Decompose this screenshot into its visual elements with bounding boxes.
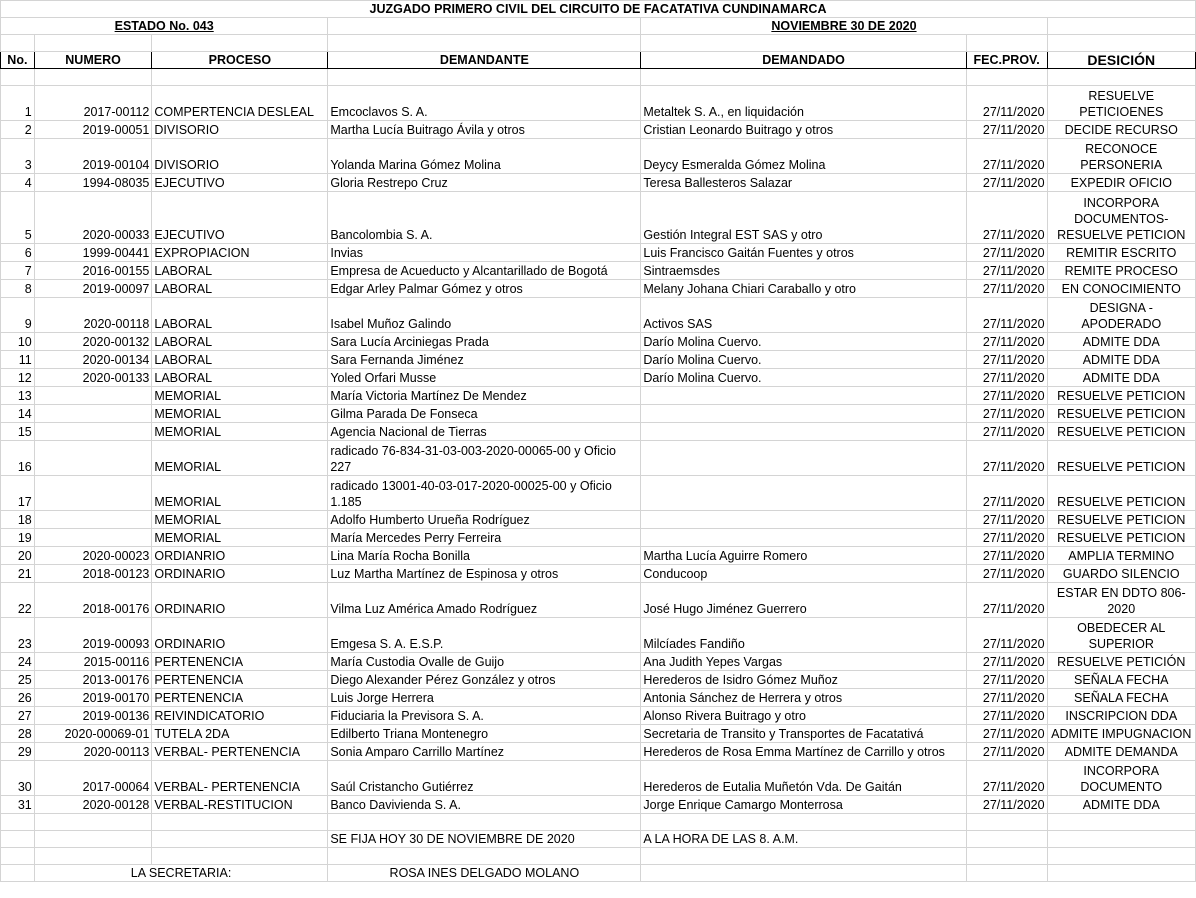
cell-numero: 2020-00128 xyxy=(34,796,152,814)
cell-demandado xyxy=(641,476,966,511)
cell-dec: OBEDECER AL SUPERIOR xyxy=(1047,618,1195,653)
cell-demandado xyxy=(641,387,966,405)
cell-demandante: Emcoclavos S. A. xyxy=(328,86,641,121)
cell-fec: 27/11/2020 xyxy=(966,653,1047,671)
col-header-demandante: DEMANDANTE xyxy=(328,52,641,69)
cell-demandante: María Mercedes Perry Ferreira xyxy=(328,529,641,547)
cell-dec: SEÑALA FECHA xyxy=(1047,671,1195,689)
cell-fec: 27/11/2020 xyxy=(966,583,1047,618)
cell-proceso: MEMORIAL xyxy=(152,529,328,547)
cell-dec: ADMITE DEMANDA xyxy=(1047,743,1195,761)
table-row xyxy=(1,653,1196,671)
cell-numero xyxy=(34,405,152,423)
cell-demandante: Yoled Orfari Musse xyxy=(328,369,641,387)
cell-demandado: Activos SAS xyxy=(641,298,966,333)
cell-fec: 27/11/2020 xyxy=(966,405,1047,423)
cell-dec: RECONOCE PERSONERIA xyxy=(1047,139,1195,174)
cell-no: 7 xyxy=(1,262,35,280)
cell-proceso: DIVISORIO xyxy=(152,139,328,174)
col-header-fecprov: FEC.PROV. xyxy=(966,52,1047,69)
cell-fec: 27/11/2020 xyxy=(966,547,1047,565)
cell-numero: 2020-00113 xyxy=(34,743,152,761)
cell-numero: 1994-08035 xyxy=(34,174,152,192)
cell-no: 10 xyxy=(1,333,35,351)
cell-numero: 2016-00155 xyxy=(34,262,152,280)
cell-fec: 27/11/2020 xyxy=(966,280,1047,298)
cell-fec: 27/11/2020 xyxy=(966,707,1047,725)
cell-numero xyxy=(34,476,152,511)
cell-numero: 2020-00134 xyxy=(34,351,152,369)
cell-proceso: VERBAL-RESTITUCION xyxy=(152,796,328,814)
cell-demandante: Sonia Amparo Carrillo Martínez xyxy=(328,743,641,761)
cell-proceso: PERTENENCIA xyxy=(152,689,328,707)
title-row xyxy=(1,1,1196,18)
table-row xyxy=(1,333,1196,351)
cell-fec: 27/11/2020 xyxy=(966,565,1047,583)
cell-fec: 27/11/2020 xyxy=(966,796,1047,814)
cell-no: 29 xyxy=(1,743,35,761)
cell-demandado xyxy=(641,405,966,423)
cell-demandante: Martha Lucía Buitrago Ávila y otros xyxy=(328,121,641,139)
cell-demandante: Agencia Nacional de Tierras xyxy=(328,423,641,441)
cell-demandado: Herederos de Eutalia Muñetón Vda. De Gaitán xyxy=(641,761,966,796)
table-row xyxy=(1,174,1196,192)
cell-demandante: Adolfo Humberto Urueña Rodríguez xyxy=(328,511,641,529)
cell-numero: 2018-00123 xyxy=(34,565,152,583)
cell-numero: 2019-00097 xyxy=(34,280,152,298)
cell-demandante: María Custodia Ovalle de Guijo xyxy=(328,653,641,671)
cell-demandado: Cristian Leonardo Buitrago y otros xyxy=(641,121,966,139)
col-header-no: No. xyxy=(1,52,35,69)
cell-dec: REMITE PROCESO xyxy=(1047,262,1195,280)
cell-no: 2 xyxy=(1,121,35,139)
table-row xyxy=(1,547,1196,565)
cell-dec: INCORPORA DOCUMENTO xyxy=(1047,761,1195,796)
cell-numero xyxy=(34,511,152,529)
table-row xyxy=(1,476,1196,511)
cell-proceso: MEMORIAL xyxy=(152,423,328,441)
cell-fec: 27/11/2020 xyxy=(966,476,1047,511)
cell-dec: RESUELVE PETICION xyxy=(1047,405,1195,423)
cell-proceso: DIVISORIO xyxy=(152,121,328,139)
cell-dec: RESUELVE PETICION xyxy=(1047,423,1195,441)
cell-fec: 27/11/2020 xyxy=(966,298,1047,333)
cell-proceso: MEMORIAL xyxy=(152,405,328,423)
cell-fec: 27/11/2020 xyxy=(966,761,1047,796)
cell-no: 25 xyxy=(1,671,35,689)
cell-fec: 27/11/2020 xyxy=(966,174,1047,192)
cell-demandado: Herederos de Isidro Gómez Muñoz xyxy=(641,671,966,689)
table-row xyxy=(1,761,1196,796)
table-row xyxy=(1,743,1196,761)
cell-dec: INSCRIPCION DDA xyxy=(1047,707,1195,725)
table-row xyxy=(1,583,1196,618)
col-header-proceso: PROCESO xyxy=(152,52,328,69)
cell-numero: 2019-00104 xyxy=(34,139,152,174)
table-row xyxy=(1,441,1196,476)
cell-demandado: José Hugo Jiménez Guerrero xyxy=(641,583,966,618)
cell-fec: 27/11/2020 xyxy=(966,743,1047,761)
cell-fec: 27/11/2020 xyxy=(966,618,1047,653)
cell-dec: RESUELVE PETICION xyxy=(1047,511,1195,529)
cell-proceso: LABORAL xyxy=(152,280,328,298)
table-row xyxy=(1,511,1196,529)
cell-demandado: Herederos de Rosa Emma Martínez de Carrillo y otros xyxy=(641,743,966,761)
cell-no: 1 xyxy=(1,86,35,121)
cell-demandado: Jorge Enrique Camargo Monterrosa xyxy=(641,796,966,814)
hora-text: A LA HORA DE LAS 8. A.M. xyxy=(641,831,966,848)
table-row xyxy=(1,618,1196,653)
cell-demandante: Edgar Arley Palmar Gómez y otros xyxy=(328,280,641,298)
cell-no: 24 xyxy=(1,653,35,671)
cell-dec: RESUELVE PETICIOENES xyxy=(1047,86,1195,121)
cell-proceso: LABORAL xyxy=(152,369,328,387)
cell-no: 30 xyxy=(1,761,35,796)
cell-no: 28 xyxy=(1,725,35,743)
cell-demandado: Teresa Ballesteros Salazar xyxy=(641,174,966,192)
cell-demandante: Lina María Rocha Bonilla xyxy=(328,547,641,565)
cell-no: 27 xyxy=(1,707,35,725)
cell-no: 9 xyxy=(1,298,35,333)
cell-demandado: Sintraemsdes xyxy=(641,262,966,280)
cell-demandado: Metaltek S. A., en liquidación xyxy=(641,86,966,121)
cell-fec: 27/11/2020 xyxy=(966,139,1047,174)
cell-proceso: MEMORIAL xyxy=(152,387,328,405)
cell-fec: 27/11/2020 xyxy=(966,725,1047,743)
cell-no: 13 xyxy=(1,387,35,405)
cell-no: 12 xyxy=(1,369,35,387)
cell-no: 4 xyxy=(1,174,35,192)
cell-dec: AMPLIA TERMINO xyxy=(1047,547,1195,565)
cell-dec: ADMITE IMPUGNACION xyxy=(1047,725,1195,743)
cell-demandante: Emgesa S. A. E.S.P. xyxy=(328,618,641,653)
cell-demandado: Secretaria de Transito y Transportes de Facatativá xyxy=(641,725,966,743)
cell-proceso: REIVINDICATORIO xyxy=(152,707,328,725)
table-row xyxy=(1,387,1196,405)
secretaria-label: LA SECRETARIA: xyxy=(34,865,328,882)
cell-numero: 2013-00176 xyxy=(34,671,152,689)
cell-demandado: Darío Molina Cuervo. xyxy=(641,351,966,369)
cell-fec: 27/11/2020 xyxy=(966,333,1047,351)
cell-no: 26 xyxy=(1,689,35,707)
cell-demandante: radicado 13001-40-03-017-2020-00025-00 y Oficio 1.185 xyxy=(328,476,641,511)
table-row xyxy=(1,244,1196,262)
table-row xyxy=(1,280,1196,298)
cell-proceso: LABORAL xyxy=(152,333,328,351)
cell-proceso: MEMORIAL xyxy=(152,511,328,529)
cell-no: 31 xyxy=(1,796,35,814)
cell-numero: 2018-00176 xyxy=(34,583,152,618)
cell-demandado: Martha Lucía Aguirre Romero xyxy=(641,547,966,565)
col-header-decision: DESICIÓN xyxy=(1047,52,1195,69)
cell-no: 20 xyxy=(1,547,35,565)
cell-numero: 1999-00441 xyxy=(34,244,152,262)
cell-fec: 27/11/2020 xyxy=(966,423,1047,441)
cell-dec: REMITIR ESCRITO xyxy=(1047,244,1195,262)
cell-dec: INCORPORA DOCUMENTOS- RESUELVE PETICION xyxy=(1047,192,1195,244)
cell-demandado: Milcíades Fandiño xyxy=(641,618,966,653)
cell-dec: RESUELVE PETICION xyxy=(1047,529,1195,547)
col-header-numero: NUMERO xyxy=(34,52,152,69)
cell-proceso: LABORAL xyxy=(152,262,328,280)
cell-fec: 27/11/2020 xyxy=(966,671,1047,689)
cell-demandante: Invias xyxy=(328,244,641,262)
cell-demandante: Sara Fernanda Jiménez xyxy=(328,351,641,369)
cell-proceso: VERBAL- PERTENENCIA xyxy=(152,743,328,761)
cell-proceso: TUTELA 2DA xyxy=(152,725,328,743)
cell-numero: 2019-00136 xyxy=(34,707,152,725)
table-row xyxy=(1,298,1196,333)
cell-demandante: Gloria Restrepo Cruz xyxy=(328,174,641,192)
cell-demandante: Luz Martha Martínez de Espinosa y otros xyxy=(328,565,641,583)
cell-no: 8 xyxy=(1,280,35,298)
cell-demandado xyxy=(641,529,966,547)
cell-dec: DESIGNA - APODERADO xyxy=(1047,298,1195,333)
cell-dec: GUARDO SILENCIO xyxy=(1047,565,1195,583)
cell-numero: 2020-00118 xyxy=(34,298,152,333)
cell-no: 22 xyxy=(1,583,35,618)
cell-numero: 2019-00170 xyxy=(34,689,152,707)
table-row xyxy=(1,671,1196,689)
table-row xyxy=(1,707,1196,725)
cell-dec: ADMITE DDA xyxy=(1047,333,1195,351)
cell-fec: 27/11/2020 xyxy=(966,441,1047,476)
cell-demandado xyxy=(641,441,966,476)
cell-demandado: Darío Molina Cuervo. xyxy=(641,333,966,351)
cell-demandante: Isabel Muñoz Galindo xyxy=(328,298,641,333)
estado-number: ESTADO No. 043 xyxy=(1,18,328,35)
cell-numero: 2020-00069-01 xyxy=(34,725,152,743)
cell-no: 23 xyxy=(1,618,35,653)
cell-no: 5 xyxy=(1,192,35,244)
cell-no: 21 xyxy=(1,565,35,583)
cell-dec: RESUELVE PETICIÓN xyxy=(1047,653,1195,671)
cell-demandante: Banco Davivienda S. A. xyxy=(328,796,641,814)
cell-demandado: Antonia Sánchez de Herrera y otros xyxy=(641,689,966,707)
table-row xyxy=(1,796,1196,814)
cell-no: 19 xyxy=(1,529,35,547)
cell-fec: 27/11/2020 xyxy=(966,121,1047,139)
cell-dec: ADMITE DDA xyxy=(1047,796,1195,814)
cell-demandado xyxy=(641,511,966,529)
cell-proceso: ORDINARIO xyxy=(152,618,328,653)
cell-no: 11 xyxy=(1,351,35,369)
table-row xyxy=(1,262,1196,280)
cell-numero xyxy=(34,441,152,476)
cell-numero xyxy=(34,423,152,441)
cell-no: 6 xyxy=(1,244,35,262)
table-row xyxy=(1,121,1196,139)
court-title: JUZGADO PRIMERO CIVIL DEL CIRCUITO DE FACATATIVA CUNDINAMARCA xyxy=(1,1,1196,18)
cell-proceso: EJECUTIVO xyxy=(152,192,328,244)
cell-demandado: Melany Johana Chiari Caraballo y otro xyxy=(641,280,966,298)
table-row xyxy=(1,351,1196,369)
cell-proceso: ORDINARIO xyxy=(152,565,328,583)
cell-proceso: ORDINARIO xyxy=(152,583,328,618)
cell-numero: 2019-00093 xyxy=(34,618,152,653)
cell-demandado: Conducoop xyxy=(641,565,966,583)
cell-fec: 27/11/2020 xyxy=(966,244,1047,262)
footer-secretaria-row xyxy=(1,865,1196,882)
cell-fec: 27/11/2020 xyxy=(966,689,1047,707)
cell-no: 18 xyxy=(1,511,35,529)
cell-numero: 2020-00023 xyxy=(34,547,152,565)
cell-proceso: VERBAL- PERTENENCIA xyxy=(152,761,328,796)
cell-demandado: Luis Francisco Gaitán Fuentes y otros xyxy=(641,244,966,262)
cell-proceso: LABORAL xyxy=(152,351,328,369)
header-row xyxy=(1,52,1196,69)
table-row xyxy=(1,139,1196,174)
cell-numero: 2015-00116 xyxy=(34,653,152,671)
fija-text: SE FIJA HOY 30 DE NOVIEMBRE DE 2020 xyxy=(328,831,641,848)
cell-numero: 2020-00132 xyxy=(34,333,152,351)
cell-dec: RESUELVE PETICION xyxy=(1047,476,1195,511)
cell-fec: 27/11/2020 xyxy=(966,529,1047,547)
cell-numero: 2020-00133 xyxy=(34,369,152,387)
cell-demandante: Yolanda Marina Gómez Molina xyxy=(328,139,641,174)
cell-demandante: Edilberto Triana Montenegro xyxy=(328,725,641,743)
cell-dec: EXPEDIR OFICIO xyxy=(1047,174,1195,192)
cell-fec: 27/11/2020 xyxy=(966,387,1047,405)
cell-proceso: LABORAL xyxy=(152,298,328,333)
cell-demandante: María Victoria Martínez De Mendez xyxy=(328,387,641,405)
cell-demandante: Luis Jorge Herrera xyxy=(328,689,641,707)
cell-fec: 27/11/2020 xyxy=(966,262,1047,280)
cell-no: 3 xyxy=(1,139,35,174)
cell-numero: 2020-00033 xyxy=(34,192,152,244)
cell-fec: 27/11/2020 xyxy=(966,192,1047,244)
cell-proceso: PERTENENCIA xyxy=(152,671,328,689)
cell-dec: EN CONOCIMIENTO xyxy=(1047,280,1195,298)
col-header-demandado: DEMANDADO xyxy=(641,52,966,69)
cell-no: 16 xyxy=(1,441,35,476)
cell-proceso: COMPERTENCIA DESLEAL xyxy=(152,86,328,121)
cell-demandante: Saúl Cristancho Gutiérrez xyxy=(328,761,641,796)
cell-numero xyxy=(34,529,152,547)
cell-no: 15 xyxy=(1,423,35,441)
table-row xyxy=(1,405,1196,423)
cell-demandante: Gilma Parada De Fonseca xyxy=(328,405,641,423)
cell-dec: RESUELVE PETICION xyxy=(1047,387,1195,405)
cell-proceso: EXPROPIACION xyxy=(152,244,328,262)
table-row xyxy=(1,565,1196,583)
cell-demandado xyxy=(641,423,966,441)
cell-demandado: Darío Molina Cuervo. xyxy=(641,369,966,387)
cell-dec: RESUELVE PETICION xyxy=(1047,441,1195,476)
cell-demandado: Ana Judith Yepes Vargas xyxy=(641,653,966,671)
cell-numero: 2017-00112 xyxy=(34,86,152,121)
cell-proceso: ORDIANRIO xyxy=(152,547,328,565)
cell-demandado: Alonso Rivera Buitrago y otro xyxy=(641,707,966,725)
cell-fec: 27/11/2020 xyxy=(966,351,1047,369)
estado-date: NOVIEMBRE 30 DE 2020 xyxy=(641,18,1047,35)
cell-dec: ESTAR EN DDTO 806-2020 xyxy=(1047,583,1195,618)
cell-numero: 2019-00051 xyxy=(34,121,152,139)
table-row xyxy=(1,369,1196,387)
estado-row xyxy=(1,18,1196,35)
cell-demandante: Diego Alexander Pérez González y otros xyxy=(328,671,641,689)
cell-no: 17 xyxy=(1,476,35,511)
cell-proceso: MEMORIAL xyxy=(152,476,328,511)
cell-demandante: Bancolombia S. A. xyxy=(328,192,641,244)
cell-demandado: Deycy Esmeralda Gómez Molina xyxy=(641,139,966,174)
cell-demandado: Gestión Integral EST SAS y otro xyxy=(641,192,966,244)
cell-demandante: Sara Lucía Arciniegas Prada xyxy=(328,333,641,351)
secretaria-name: ROSA INES DELGADO MOLANO xyxy=(328,865,641,882)
cell-dec: ADMITE DDA xyxy=(1047,369,1195,387)
table-row xyxy=(1,86,1196,121)
cell-dec: SEÑALA FECHA xyxy=(1047,689,1195,707)
cell-proceso: PERTENENCIA xyxy=(152,653,328,671)
footer-fija-row xyxy=(1,831,1196,848)
cell-dec: DECIDE RECURSO xyxy=(1047,121,1195,139)
cell-demandante: Fiduciaria la Previsora S. A. xyxy=(328,707,641,725)
cell-numero: 2017-00064 xyxy=(34,761,152,796)
cell-no: 14 xyxy=(1,405,35,423)
table-row xyxy=(1,725,1196,743)
cell-demandante: Vilma Luz América Amado Rodríguez xyxy=(328,583,641,618)
cell-proceso: EJECUTIVO xyxy=(152,174,328,192)
table-row xyxy=(1,423,1196,441)
cell-numero xyxy=(34,387,152,405)
cell-fec: 27/11/2020 xyxy=(966,369,1047,387)
cell-demandante: Empresa de Acueducto y Alcantarillado de Bogotá xyxy=(328,262,641,280)
cell-dec: ADMITE DDA xyxy=(1047,351,1195,369)
table-row xyxy=(1,529,1196,547)
cell-proceso: MEMORIAL xyxy=(152,441,328,476)
cell-fec: 27/11/2020 xyxy=(966,86,1047,121)
table-row xyxy=(1,689,1196,707)
cell-fec: 27/11/2020 xyxy=(966,511,1047,529)
cell-demandante: radicado 76-834-31-03-003-2020-00065-00 y Oficio 227 xyxy=(328,441,641,476)
table-row xyxy=(1,192,1196,244)
